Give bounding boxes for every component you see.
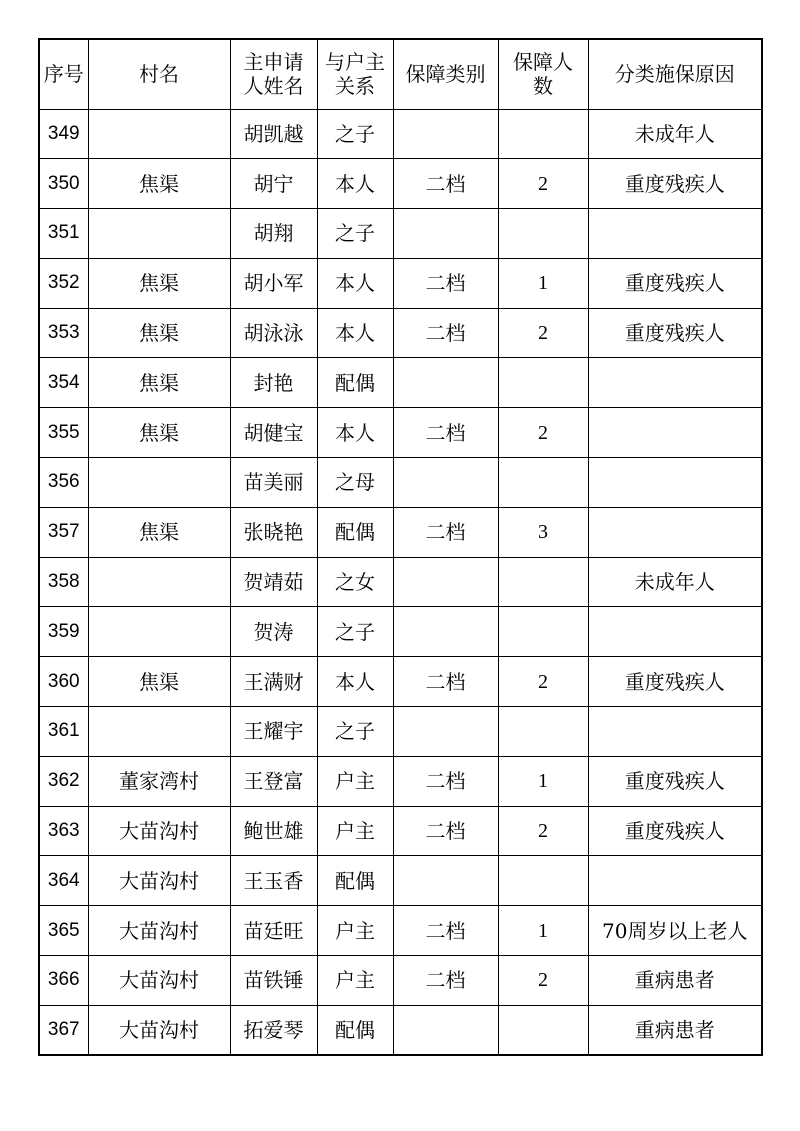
- cell-category: [393, 1005, 498, 1055]
- table-row: [39, 258, 762, 308]
- cell-seq: 354: [39, 358, 88, 408]
- cell-count: 2: [498, 806, 588, 856]
- cell-name: 贺涛: [230, 607, 317, 657]
- cell-seq: 363: [39, 806, 88, 856]
- cell-village: 焦渠: [88, 657, 230, 707]
- cell-seq: 361: [39, 707, 88, 757]
- table-row: [39, 507, 762, 557]
- table-row: [39, 358, 762, 408]
- cell-name: 苗铁锤: [230, 956, 317, 1006]
- cell-count: [498, 856, 588, 906]
- cell-category: 二档: [393, 906, 498, 956]
- header-village: [88, 39, 230, 109]
- header-relation-line: 与户主: [325, 50, 385, 75]
- table-row: [39, 856, 762, 906]
- cell-seq: 366: [39, 956, 88, 1006]
- cell-category: [393, 607, 498, 657]
- cell-village: 董家湾村: [88, 756, 230, 806]
- cell-name: 胡凯越: [230, 109, 317, 159]
- cell-count: [498, 1005, 588, 1055]
- cell-relation: 户主: [317, 956, 393, 1006]
- cell-village: [88, 209, 230, 259]
- cell-category: 二档: [393, 956, 498, 1006]
- cell-village: [88, 707, 230, 757]
- header-reason-line: 分类施保原因: [614, 62, 735, 87]
- header-relation-line: 关系: [335, 74, 375, 99]
- cell-category: [393, 209, 498, 259]
- cell-name: 胡宁: [230, 159, 317, 209]
- cell-reason: [588, 607, 762, 657]
- cell-village: 焦渠: [88, 159, 230, 209]
- cell-count: 3: [498, 507, 588, 557]
- table-row: [39, 756, 762, 806]
- cell-village: 焦渠: [88, 258, 230, 308]
- cell-category: 二档: [393, 806, 498, 856]
- table-row: [39, 557, 762, 607]
- table-row: [39, 806, 762, 856]
- table-row: [39, 657, 762, 707]
- cell-name: 拓爱琴: [230, 1005, 317, 1055]
- cell-village: 大苗沟村: [88, 806, 230, 856]
- cell-category: 二档: [393, 507, 498, 557]
- cell-relation: 本人: [317, 308, 393, 358]
- cell-relation: 之子: [317, 607, 393, 657]
- table-row: [39, 408, 762, 458]
- cell-reason: 重度残疾人: [588, 806, 762, 856]
- header-name-line: 人姓名: [243, 74, 304, 99]
- cell-count: [498, 707, 588, 757]
- cell-count: 2: [498, 408, 588, 458]
- cell-seq: 350: [39, 159, 88, 209]
- header-name-line: 主申请: [243, 50, 304, 75]
- cell-reason: [588, 209, 762, 259]
- cell-count: 2: [498, 159, 588, 209]
- cell-reason: [588, 707, 762, 757]
- cell-category: 二档: [393, 657, 498, 707]
- table-row: [39, 209, 762, 259]
- cell-reason: [588, 458, 762, 508]
- cell-count: 1: [498, 258, 588, 308]
- cell-name: 张晓艳: [230, 507, 317, 557]
- cell-reason: 重病患者: [588, 1005, 762, 1055]
- cell-seq: 353: [39, 308, 88, 358]
- cell-relation: 户主: [317, 756, 393, 806]
- cell-village: 大苗沟村: [88, 856, 230, 906]
- cell-seq: 351: [39, 209, 88, 259]
- cell-relation: 之女: [317, 557, 393, 607]
- cell-category: [393, 557, 498, 607]
- cell-name: 贺靖茹: [230, 557, 317, 607]
- cell-relation: 之子: [317, 209, 393, 259]
- cell-category: 二档: [393, 408, 498, 458]
- table-row: [39, 1005, 762, 1055]
- cell-reason: 未成年人: [588, 557, 762, 607]
- cell-relation: 户主: [317, 806, 393, 856]
- cell-category: 二档: [393, 258, 498, 308]
- cell-reason: 重度残疾人: [588, 756, 762, 806]
- cell-reason: 70周岁以上老人: [588, 906, 762, 956]
- cell-name: 王耀宇: [230, 707, 317, 757]
- cell-category: [393, 358, 498, 408]
- header-reason: [588, 39, 762, 109]
- cell-reason: 未成年人: [588, 109, 762, 159]
- cell-relation: 配偶: [317, 507, 393, 557]
- cell-name: 苗美丽: [230, 458, 317, 508]
- cell-reason: 重病患者: [588, 956, 762, 1006]
- header-village-line: 村名: [139, 62, 179, 87]
- cell-reason: 重度残疾人: [588, 657, 762, 707]
- cell-seq: 360: [39, 657, 88, 707]
- cell-reason: [588, 856, 762, 906]
- cell-reason: 重度残疾人: [588, 308, 762, 358]
- table-row: [39, 109, 762, 159]
- cell-category: 二档: [393, 756, 498, 806]
- table-header: [39, 39, 762, 109]
- cell-village: 大苗沟村: [88, 956, 230, 1006]
- table-row: [39, 906, 762, 956]
- header-seq: [39, 39, 88, 109]
- cell-name: 王登富: [230, 756, 317, 806]
- table-row: [39, 607, 762, 657]
- cell-reason: 重度残疾人: [588, 159, 762, 209]
- cell-relation: 之子: [317, 707, 393, 757]
- cell-village: [88, 458, 230, 508]
- header-count-line: 保障人: [513, 50, 573, 75]
- cell-category: [393, 458, 498, 508]
- cell-relation: 本人: [317, 159, 393, 209]
- cell-seq: 349: [39, 109, 88, 159]
- cell-name: 胡翔: [230, 209, 317, 259]
- cell-seq: 365: [39, 906, 88, 956]
- header-seq-line: 序号: [43, 62, 84, 87]
- cell-name: 封艳: [230, 358, 317, 408]
- cell-count: 1: [498, 906, 588, 956]
- cell-count: 1: [498, 756, 588, 806]
- cell-seq: 359: [39, 607, 88, 657]
- cell-relation: 配偶: [317, 856, 393, 906]
- cell-village: [88, 109, 230, 159]
- header-row: [39, 39, 762, 109]
- cell-village: 焦渠: [88, 308, 230, 358]
- cell-relation: 户主: [317, 906, 393, 956]
- cell-seq: 352: [39, 258, 88, 308]
- cell-seq: 355: [39, 408, 88, 458]
- header-category-line: 保障类别: [405, 62, 486, 87]
- cell-count: [498, 109, 588, 159]
- table-body: [39, 109, 762, 1055]
- cell-village: 焦渠: [88, 408, 230, 458]
- cell-seq: 356: [39, 458, 88, 508]
- cell-relation: 本人: [317, 408, 393, 458]
- cell-reason: [588, 358, 762, 408]
- cell-village: [88, 557, 230, 607]
- table-row: [39, 159, 762, 209]
- cell-category: 二档: [393, 308, 498, 358]
- table-row: [39, 956, 762, 1006]
- cell-name: 胡健宝: [230, 408, 317, 458]
- cell-seq: 357: [39, 507, 88, 557]
- cell-relation: 本人: [317, 258, 393, 308]
- cell-reason: [588, 408, 762, 458]
- cell-name: 王满财: [230, 657, 317, 707]
- cell-village: 大苗沟村: [88, 906, 230, 956]
- cell-count: 2: [498, 657, 588, 707]
- cell-name: 胡泳泳: [230, 308, 317, 358]
- cell-category: 二档: [393, 159, 498, 209]
- cell-village: 大苗沟村: [88, 1005, 230, 1055]
- cell-count: [498, 209, 588, 259]
- cell-name: 鲍世雄: [230, 806, 317, 856]
- cell-seq: 358: [39, 557, 88, 607]
- cell-count: 2: [498, 308, 588, 358]
- cell-category: [393, 707, 498, 757]
- cell-count: [498, 607, 588, 657]
- cell-count: 2: [498, 956, 588, 1006]
- cell-relation: 之母: [317, 458, 393, 508]
- cell-name: 苗廷旺: [230, 906, 317, 956]
- cell-count: [498, 458, 588, 508]
- table-row: [39, 308, 762, 358]
- cell-seq: 367: [39, 1005, 88, 1055]
- cell-count: [498, 557, 588, 607]
- cell-relation: 本人: [317, 657, 393, 707]
- header-count: [498, 39, 588, 109]
- cell-village: [88, 607, 230, 657]
- cell-relation: 配偶: [317, 1005, 393, 1055]
- cell-village: 焦渠: [88, 507, 230, 557]
- cell-name: 胡小军: [230, 258, 317, 308]
- assistance-table: [38, 38, 763, 1056]
- cell-relation: 之子: [317, 109, 393, 159]
- cell-village: 焦渠: [88, 358, 230, 408]
- cell-reason: 重度残疾人: [588, 258, 762, 308]
- cell-relation: 配偶: [317, 358, 393, 408]
- cell-count: [498, 358, 588, 408]
- cell-seq: 364: [39, 856, 88, 906]
- cell-category: [393, 856, 498, 906]
- header-name: [230, 39, 317, 109]
- cell-name: 王玉香: [230, 856, 317, 906]
- header-count-line: 数: [533, 74, 553, 99]
- cell-seq: 362: [39, 756, 88, 806]
- table-row: [39, 458, 762, 508]
- header-category: [393, 39, 498, 109]
- cell-category: [393, 109, 498, 159]
- header-relation: [317, 39, 393, 109]
- table-row: [39, 707, 762, 757]
- cell-reason: [588, 507, 762, 557]
